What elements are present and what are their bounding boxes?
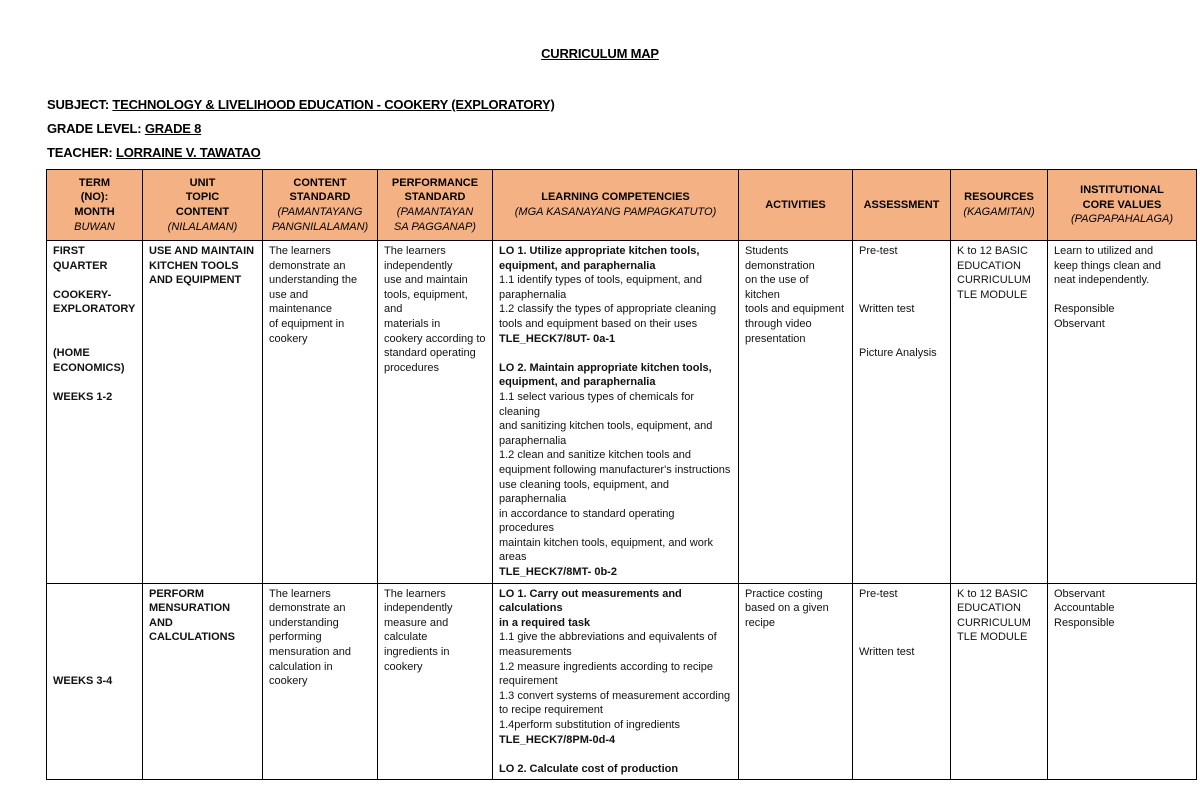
curriculum-table bbox=[46, 169, 1197, 780]
unit-cell: USE AND MAINTAIN KITCHEN TOOLS AND EQUIPMENT bbox=[143, 241, 263, 584]
grade-value: GRADE 8 bbox=[144, 121, 202, 136]
table-row bbox=[47, 583, 1197, 780]
core-values-cell: Learn to utilized and keep things clean and neat independently. Responsible Observant bbox=[1048, 241, 1197, 584]
header-resources: RESOURCES (KAGAMITAN) bbox=[951, 170, 1048, 241]
subject-label: SUBJECT: bbox=[47, 97, 109, 112]
subject-line bbox=[47, 97, 555, 112]
teacher-label: TEACHER: bbox=[47, 145, 113, 160]
assessment-cell: Pre-test Written test bbox=[853, 583, 951, 780]
competencies-cell: LO 1. Carry out measurements and calculations in a required task 1.1 give the abbreviations and equivalents of measurements 1.2 measure ingredients according to recipe requirement 1.3 convert systems of measurement according to recipe requirement 1.4perform substitution of ingredients TLE_HECK7/8PM-0d-4 LO 2. Calculate cost of production bbox=[493, 583, 739, 780]
table-row bbox=[47, 241, 1197, 584]
header-performance-standard: PERFORMANCE STANDARD (PAMANTAYAN SA PAGGANAP) bbox=[378, 170, 493, 241]
activities-cell: Students demonstration on the use of kitchen tools and equipment through video presentation bbox=[739, 241, 853, 584]
content-standard-cell: The learners demonstrate an understanding the use and maintenance of equipment in cookery bbox=[263, 241, 378, 584]
activities-cell: Practice costing based on a given recipe bbox=[739, 583, 853, 780]
term-cell: FIRST QUARTER COOKERY- EXPLORATORY (HOME ECONOMICS) WEEKS 1-2 bbox=[47, 241, 143, 584]
unit-cell: PERFORM MENSURATION AND CALCULATIONS bbox=[143, 583, 263, 780]
term-cell: WEEKS 3-4 bbox=[47, 583, 143, 780]
header-assessment: ASSESSMENT bbox=[853, 170, 951, 241]
teacher-line bbox=[47, 145, 261, 160]
core-values-cell: Observant Accountable Responsible bbox=[1048, 583, 1197, 780]
header-content-standard: CONTENT STANDARD (PAMANTAYANG PANGNILALAMAN) bbox=[263, 170, 378, 241]
header-core-values: INSTITUTIONAL CORE VALUES (PAGPAPAHALAGA) bbox=[1048, 170, 1197, 241]
performance-standard-cell: The learners independently use and maintain tools, equipment, and materials in cookery according to standard operating procedures bbox=[378, 241, 493, 584]
header-activities: ACTIVITIES bbox=[739, 170, 853, 241]
header-learning-competencies: LEARNING COMPETENCIES (MGA KASANAYANG PAMPAGKATUTO) bbox=[493, 170, 739, 241]
resources-cell: K to 12 BASIC EDUCATION CURRICULUM TLE MODULE bbox=[951, 241, 1048, 584]
grade-line bbox=[47, 121, 201, 136]
header-unit: UNIT TOPIC CONTENT (NILALAMAN) bbox=[143, 170, 263, 241]
competencies-cell: LO 1. Utilize appropriate kitchen tools, equipment, and paraphernalia 1.1 identify types of tools, equipment, and paraphernalia 1.2 classify the types of appropriate cleaning tools and equipment based on their uses TLE_HECK7/8UT- 0a-1 LO 2. Maintain appropriate kitchen tools, equipment, and paraphernalia 1.1 select various types of chemicals for cleaning and sanitizing kitchen tools, equipment, and paraphernalia 1.2 clean and sanitize kitchen tools and equipment following manufacturer's instructions use cleaning tools, equipment, and paraphernalia in accordance to standard operating procedures maintain kitchen tools, equipment, and work areas TLE_HECK7/8MT- 0b-2 bbox=[493, 241, 739, 584]
subject-value: TECHNOLOGY & LIVELIHOOD EDUCATION - COOKERY (EXPLORATORY) bbox=[112, 97, 555, 112]
content-standard-cell: The learners demonstrate an understanding performing mensuration and calculation in cookery bbox=[263, 583, 378, 780]
teacher-value: LORRAINE V. TAWATAO bbox=[116, 145, 261, 160]
page-title: CURRICULUM MAP bbox=[541, 46, 659, 61]
resources-cell: K to 12 BASIC EDUCATION CURRICULUM TLE MODULE bbox=[951, 583, 1048, 780]
grade-label: GRADE LEVEL: bbox=[47, 121, 142, 136]
header-term: TERM (NO): MONTH BUWAN bbox=[47, 170, 143, 241]
performance-standard-cell: The learners independently measure and calculate ingredients in cookery bbox=[378, 583, 493, 780]
header-row bbox=[47, 170, 1197, 241]
assessment-cell: Pre-test Written test Picture Analysis bbox=[853, 241, 951, 584]
